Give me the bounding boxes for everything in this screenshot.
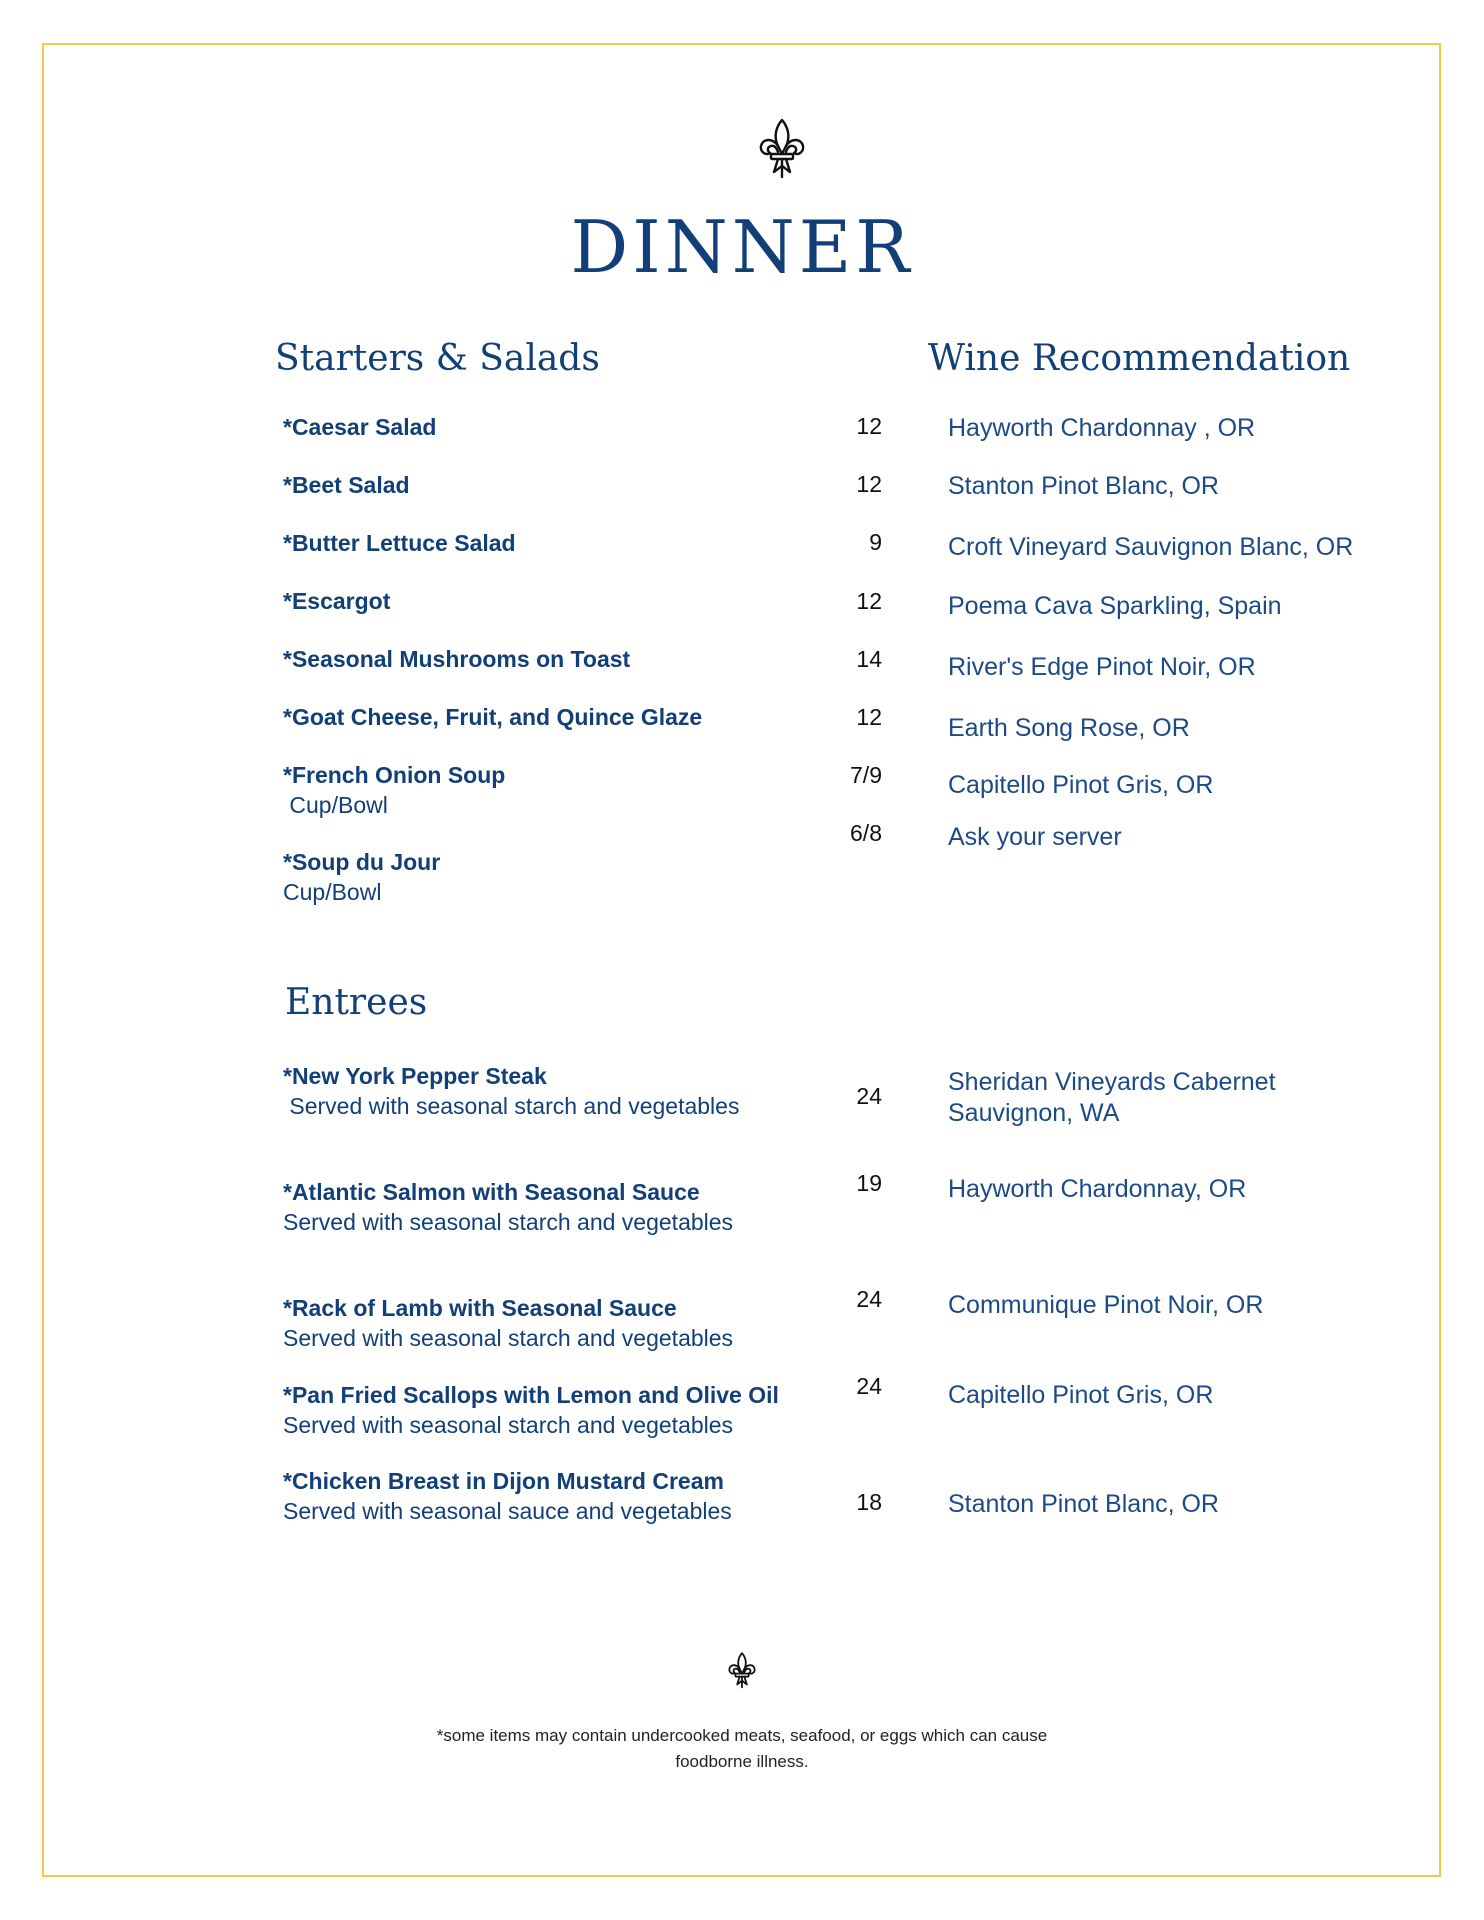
item-price: 12 bbox=[856, 471, 882, 497]
menu-item bbox=[283, 847, 803, 907]
fleur-de-lis-icon bbox=[727, 1650, 757, 1690]
page-border bbox=[42, 43, 1441, 1877]
menu-item bbox=[283, 1061, 803, 1121]
item-name: *French Onion Soup bbox=[283, 762, 506, 788]
item-price: 6/8 bbox=[850, 820, 882, 846]
item-name: *Butter Lettuce Salad bbox=[283, 530, 516, 556]
item-name: *Goat Cheese, Fruit, and Quince Glaze bbox=[283, 704, 703, 730]
menu-item bbox=[283, 470, 803, 500]
menu-item bbox=[283, 586, 803, 616]
item-name: *Soup du Jour bbox=[283, 849, 441, 875]
wine-recommendation: Croft Vineyard Sauvignon Blanc, OR bbox=[948, 533, 1354, 561]
item-price: 12 bbox=[856, 704, 882, 730]
item-name: *Atlantic Salmon with Seasonal Sauce bbox=[283, 1179, 700, 1205]
item-name: *Chicken Breast in Dijon Mustard Cream bbox=[283, 1468, 724, 1494]
item-name: *Rack of Lamb with Seasonal Sauce bbox=[283, 1295, 677, 1321]
wine-recommendation: Sheridan Vineyards Cabernet Sauvignon, WA bbox=[948, 1068, 1276, 1127]
menu-item bbox=[283, 702, 803, 732]
item-name: *Caesar Salad bbox=[283, 414, 437, 440]
wine-recommendation: River's Edge Pinot Noir, OR bbox=[948, 653, 1256, 681]
item-description: Served with seasonal starch and vegetables bbox=[283, 1325, 734, 1351]
wine-recommendation: Ask your server bbox=[948, 823, 1122, 851]
item-name: *Beet Salad bbox=[283, 472, 410, 498]
wine-recommendation: Hayworth Chardonnay , OR bbox=[948, 414, 1256, 442]
item-description: Served with seasonal starch and vegetables bbox=[283, 1093, 740, 1119]
item-price: 12 bbox=[856, 413, 882, 439]
item-description: Served with seasonal sauce and vegetables bbox=[283, 1498, 732, 1524]
menu-item bbox=[283, 528, 803, 558]
item-price: 7/9 bbox=[850, 762, 882, 788]
menu-item bbox=[283, 1293, 803, 1353]
item-price: 18 bbox=[856, 1489, 882, 1515]
menu-item bbox=[283, 760, 803, 820]
item-description: Cup/Bowl bbox=[283, 792, 388, 818]
item-price: 24 bbox=[856, 1286, 882, 1312]
wine-recommendation: Stanton Pinot Blanc, OR bbox=[948, 1490, 1219, 1518]
menu-item bbox=[283, 412, 803, 442]
wine-heading: Wine Recommendation bbox=[928, 338, 1351, 379]
item-name: *Seasonal Mushrooms on Toast bbox=[283, 646, 631, 672]
item-name: *New York Pepper Steak bbox=[283, 1063, 547, 1089]
menu-item bbox=[283, 1466, 803, 1526]
wine-recommendation: Capitello Pinot Gris, OR bbox=[948, 1381, 1214, 1409]
item-name: *Pan Fried Scallops with Lemon and Olive Oil bbox=[283, 1382, 779, 1408]
item-description: Served with seasonal starch and vegetables bbox=[283, 1209, 734, 1235]
wine-recommendation: Communique Pinot Noir, OR bbox=[948, 1291, 1264, 1319]
page-title: DINNER bbox=[570, 205, 914, 289]
item-price: 24 bbox=[856, 1083, 882, 1109]
wine-recommendation: Earth Song Rose, OR bbox=[948, 714, 1190, 742]
item-price: 12 bbox=[856, 588, 882, 614]
wine-recommendation: Stanton Pinot Blanc, OR bbox=[948, 472, 1219, 500]
item-price: 14 bbox=[856, 646, 882, 672]
footnote-text: *some items may contain undercooked meats, seafood, or eggs which can cause foodborne illness. bbox=[436, 1726, 1048, 1771]
item-price: 24 bbox=[856, 1373, 882, 1399]
menu-item bbox=[283, 1177, 803, 1237]
menu-item bbox=[283, 1380, 803, 1440]
allergen-footnote bbox=[0, 1723, 1484, 1775]
fleur-de-lis-icon bbox=[757, 116, 807, 180]
item-name: *Escargot bbox=[283, 588, 391, 614]
item-description: Cup/Bowl bbox=[283, 879, 382, 905]
menu-item bbox=[283, 644, 803, 674]
starters-heading: Starters & Salads bbox=[275, 338, 600, 379]
item-description: Served with seasonal starch and vegetables bbox=[283, 1412, 734, 1438]
wine-recommendation: Poema Cava Sparkling, Spain bbox=[948, 592, 1282, 620]
item-price: 19 bbox=[856, 1170, 882, 1196]
item-price: 9 bbox=[869, 529, 882, 555]
wine-recommendation: Capitello Pinot Gris, OR bbox=[948, 771, 1214, 799]
wine-recommendation: Hayworth Chardonnay, OR bbox=[948, 1175, 1247, 1203]
entrees-heading: Entrees bbox=[285, 982, 428, 1023]
